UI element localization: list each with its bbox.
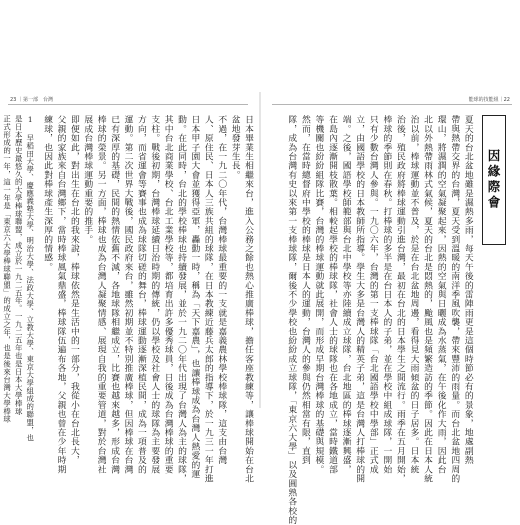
right-header-rule — [272, 104, 512, 105]
section-title: 因緣際會 — [482, 115, 506, 245]
body-column: 夏天的台北盆地雖是濕熱多雨，每天午後的雷陣雨更是這個時節必有的景象，地處副熱 — [462, 115, 473, 465]
body-column: 日本甲子園大會並獲得亞軍，轟動一時，稱為「天下嘉農」，也讓棒球成為台灣人熱愛的運 — [189, 115, 200, 479]
body-column: 不過，在一九二〇年代，台灣棒球最重要的一支就是嘉義農林學校棒球隊，這支由台灣 — [216, 115, 227, 465]
body-column: 盆地發芽生長。 — [229, 115, 240, 180]
body-column: 人、原住民、日本人三族共組的球隊，在日本教練近藤兵太郎的指導下，於一九三一年打進 — [202, 115, 213, 483]
book-spread — [2, 92, 512, 525]
section-title-wrap — [482, 115, 506, 401]
body-column: 治以前，棒球運動並不普及，於是在台北盆地周邊，看得見大雨傾盆的日子居多。日本統 — [408, 115, 419, 474]
body-column: 治後，殖民政府將棒球運動引進台灣，最初在台北的日本學生之間流行。雨季在五月開始， — [394, 115, 405, 483]
footnote-column: 1 早稻田大學、慶應義塾大學、明治大學、法政大學、立教大學、東京大學組成的聯盟，也 — [25, 115, 35, 443]
left-page — [2, 115, 253, 483]
body-column: 立，由國語學校的日本教師所指導。學生大多是台灣人的精英子弟，這是台灣人打棒球的開 — [354, 115, 365, 483]
body-column: 父親的家族來自台灣鄉下，當時棒球風氣鼎盛，棒球隊伍遍布各地，父親也曾在少年時期 — [55, 115, 66, 474]
body-column: 棒球的季節則在春秋。打棒球的多半是在台日本人的子弟，並在學校中組成球隊，一開始 — [381, 115, 392, 474]
body-column: 帶與熱帶交界的台灣，夏天受到溫暖的南洋季風吹襲，帶來豐沛的雨量。而台北盆地四周的 — [449, 115, 460, 483]
body-column: 環山，將濕潤的空氣凝聚起來，因熱的空氣與日曬成為水蒸氣，在午後化作大雨，因此台 — [435, 115, 446, 474]
right-running-header: 能球的技能組｜22 — [468, 97, 510, 103]
left-running-header: 23 ｜第一部 台灣 — [10, 97, 53, 103]
body-column: 然而，在當時總督府中學校的棒球是日本人的運動，台灣人的參與仍然相當有限，直到 — [299, 115, 310, 465]
body-column: 棒球的榮景。另一方面，棒球也成為台灣人凝聚情感、展現自我的重要管道，對於台灣社 — [95, 115, 106, 474]
body-column: 展成台灣棒球運動重要的推手。 — [82, 115, 93, 244]
body-column: 只有少數台灣人參與。一九〇六年，台灣的第一支棒球隊「台北國語學校中學部」正式成 — [367, 115, 378, 474]
footnote-column: 是日本歷史最悠久的大學棒球聯盟，成立於一九二五年。一九二五年也是日本大學棒球 — [14, 115, 24, 416]
right-page — [276, 115, 506, 525]
body-column: 北以外熱帶雨林式氣候，夏天的台北是悶熱的，颱風也是頻繁造訪的季節。因此在日本人統 — [422, 115, 433, 483]
body-column: 已有深厚的基礎，民間的熱情依舊不減，各地球隊相繼成立，比賽也越來越多，形成台灣 — [109, 115, 120, 474]
body-column: 練球，也因此對棒球產生深厚的情感。 — [42, 115, 53, 272]
book-gutter — [259, 92, 261, 408]
footnote-column: 正式形成的一年，這一年是「東京六大學棒球聯盟」的成立之年，也是後來台灣大學棒球 — [2, 115, 12, 424]
body-column: 端。之後，國語學校師範部與台北中學校等亦陸續成立球隊，台北地區的棒球逐漸興盛， — [340, 115, 351, 474]
left-header-rule — [8, 104, 248, 105]
body-column: 等機關也紛紛組隊比賽，台灣的棒球運動就此展開，而形成早期台灣棒球的基礎與規模。 — [313, 115, 324, 474]
body-column: 隊，成為台灣有史以來第一支棒球隊，爾後不少學校也紛紛成立球隊，「東京六大學」以及圓熟各校的 — [286, 115, 297, 525]
body-column: 動。在此同時，台北的學校棒球也持續發展，並於一九二〇年代出現了台灣人為主的球隊， — [176, 115, 187, 483]
body-column: 支柱。戰後初期，台灣棒球延續日治時期的傳統，仍以學校及社會人士的球隊為主要發展 — [149, 115, 160, 474]
body-column: 運動。第二次世界大戰後，國民政府來台，雖然初期並不特別推廣棒球，但因棒球在台灣 — [122, 115, 133, 474]
body-column: 其中台北商業學校、台北工業學校等，都培育出許多優秀球員，日後成為台灣棒球的重要 — [162, 115, 173, 474]
body-column: 在島內逐漸開枝散葉。相較起學校的棒球隊，社會人士的球隊也在各地成立，當時鐵道部 — [327, 115, 338, 474]
body-column: 方向，而省運會等賽事也成為球隊切磋的舞台，棒球運動逐漸深植民間，成為一項普及的 — [135, 115, 146, 474]
body-column: 即便如此，對出生在台北的我來說，棒球依然是生活中的一部分，我從小在台北長大， — [68, 115, 79, 465]
body-column: 日本畢業生相繼來台，進入公務之餘也熱心推廣棒球，擔任客座教練等，讓棒球開始在台北 — [243, 115, 253, 483]
